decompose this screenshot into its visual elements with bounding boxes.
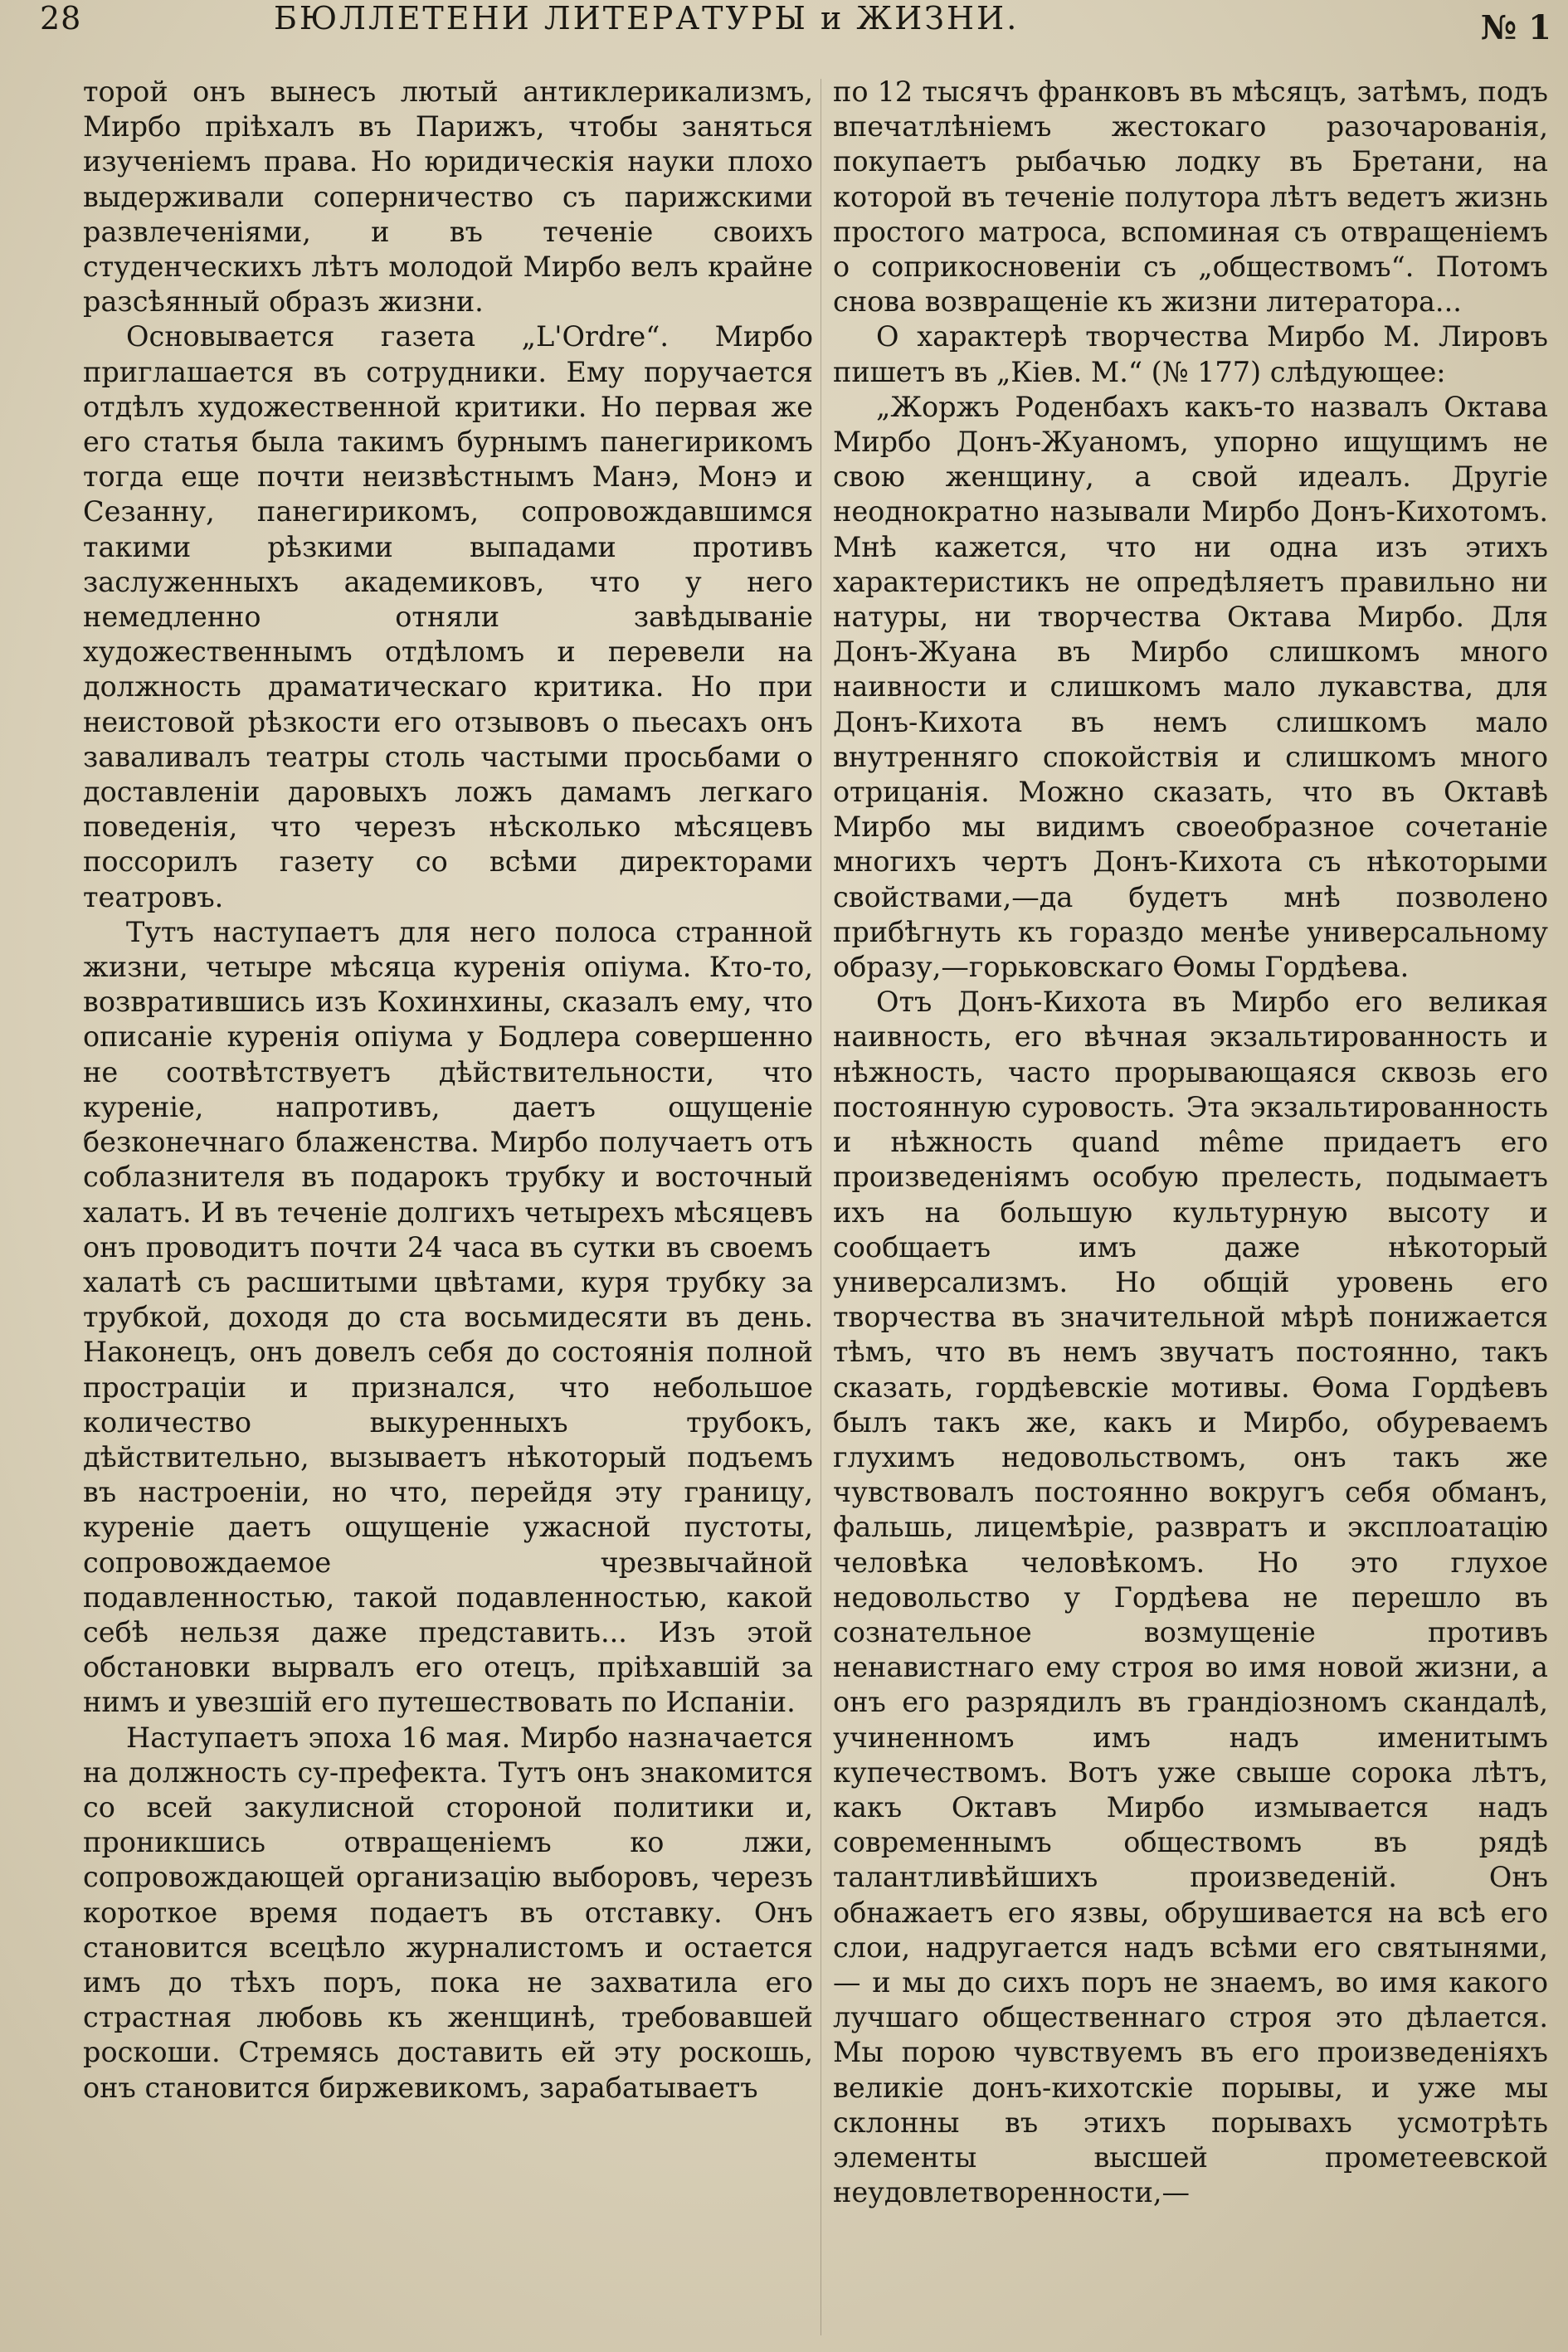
- paragraph: Основывается газета „L'Ordre“. Мирбо приглашается въ сотрудники. Ему поручается отдѣлъ художественной критики. Но первая же его статья была такимъ бурнымъ панегирикомъ тогда еще почти неизвѣстнымъ Манэ, Монэ и Сезанну, панегирикомъ, сопровождавшимся такими рѣзкими выпадами противъ заслуженныхъ академиковъ, что у него немедленно отняли завѣдываніе художественнымъ отдѣломъ и перевели на должность драматическаго критика. Но при неистовой рѣзкости его отзывовъ о пьесахъ онъ заваливалъ театры столь частыми просьбами о доставленіи даровыхъ ложъ дамамъ легкаго поведенія, что черезъ нѣсколько мѣсяцевъ поссорилъ газету со всѣми директорами театровъ.: [83, 320, 813, 913]
- paragraph: О характерѣ творчества Мирбо М. Лировъ пишетъ въ „Кiев. М.“ (№ 177) слѣдующее:: [833, 320, 1548, 388]
- paragraph: Наступаетъ эпоха 16 мая. Мирбо назначается на должность су-префекта. Тутъ онъ знакомится со всей закулисной стороной политики и, проникшись отвращеніемъ ко лжи, сопровождающей организацію выборовъ, черезъ короткое время подаетъ въ отставку. Онъ становится всецѣло журналистомъ и остается имъ до тѣхъ поръ, пока не захватила его страстная любовь къ женщинѣ, требовавшей роскоши. Стремясь доставить ей эту роскошь, онъ становится биржевикомъ, зарабатываетъ: [83, 1721, 813, 2104]
- paragraph: по 12 тысячъ франковъ въ мѣсяцъ, затѣмъ, подъ впечатлѣніемъ жестокаго разочарованія, покупаетъ рыбачью лодку въ Бретани, на которой въ теченіе полутора лѣтъ ведетъ жизнь простого матроса, вспоминая съ отвращеніемъ о соприкосновеніи съ „обществомъ“. Потомъ снова возвращеніе къ жизни литератора...: [833, 75, 1548, 319]
- right-column: [833, 75, 1548, 2210]
- left-column: [83, 75, 813, 2106]
- paragraph: торой онъ вынесъ лютый антиклерикализмъ, Мирбо пріѣхалъ въ Парижъ, чтобы заняться изученіемъ права. Но юридическія науки плохо выдерживали соперничество съ парижскими развлеченіями, и въ теченіе своихъ студенческихъ лѣтъ молодой Мирбо велъ крайне разсѣянный образъ жизни.: [83, 75, 813, 319]
- running-title: БЮЛЛЕТЕНИ ЛИТЕРАТУРЫ и ЖИЗНИ.: [274, 0, 1020, 37]
- issue-number: № 1: [1480, 8, 1551, 47]
- quote-paragraph: „Жоржъ Роденбахъ какъ-то назвалъ Октава Мирбо Донъ-Жуаномъ, упорно ищущимъ не свою женщину, а свой идеалъ. Другіе неоднократно называли Мирбо Донъ-Кихотомъ. Мнѣ кажется, что ни одна изъ этихъ характеристикъ не опредѣляетъ правильно ни натуры, ни творчества Октава Мирбо. Для Донъ-Жуана въ Мирбо слишкомъ много наивности и слишкомъ мало лукавства, для Донъ-Кихота въ немъ слишкомъ мало внутренняго спокойствія и слишкомъ много отрицанія. Можно сказать, что въ Октавѣ Мирбо мы видимъ своеобразное сочетаніе многихъ чертъ Донъ-Кихота съ нѣкоторыми свойствами,—да будетъ мнѣ позволено прибѣгнуть къ гораздо менѣе универсальному образу,—горьковскаго Ѳомы Гордѣева.: [833, 390, 1548, 984]
- page-number: 28: [40, 0, 82, 37]
- paragraph: Тутъ наступаетъ для него полоса странной жизни, четыре мѣсяца куренія опіума. Кто-то, возвратившись изъ Кохинхины, сказалъ ему, что описаніе куренія опіума у Бодлера совершенно не соотвѣтствуетъ дѣйствительности, что куреніе, напротивъ, даетъ ощущеніе безконечнаго блаженства. Мирбо получаетъ отъ соблазнителя въ подарокъ трубку и восточный халатъ. И въ теченіе долгихъ четырехъ мѣсяцевъ онъ проводитъ почти 24 часа въ сутки въ своемъ халатѣ съ расшитыми цвѣтами, куря трубку за трубкой, доходя до ста восьмидесяти въ день. Наконецъ, онъ довелъ себя до состоянія полной прострацiи и признался, что небольшое количество выкуренныхъ трубокъ, дѣйствительно, вызываетъ нѣкоторый подъемъ въ настроеніи, но что, перейдя эту границу, куреніе даетъ ощущеніе ужасной пустоты, сопровождаемое чрезвычайной подавленностью, такой подавленностью, какой себѣ нельзя даже представить... Изъ этой обстановки вырвалъ его отецъ, пріѣхавшій за нимъ и увезшій его путешествовать по Испаніи.: [83, 915, 813, 1719]
- paragraph: Отъ Донъ-Кихота въ Мирбо его великая наивность, его вѣчная экзальтированность и нѣжность, часто прорывающаяся сквозь его постоянную суровость. Эта экзальтированность и нѣжность quand même придаетъ его произведеніямъ особую прелесть, подымаетъ ихъ на большую культурную высоту и сообщаетъ имъ даже нѣкоторый универсализмъ. Но общій уровень его творчества въ значительной мѣрѣ понижается тѣмъ, что въ немъ звучатъ постоянно, такъ сказать, гордѣевскіе мотивы. Ѳома Гордѣевъ былъ такъ же, какъ и Мирбо, обуреваемъ глухимъ недовольствомъ, онъ такъ же чувствовалъ постоянно вокругъ себя обманъ, фальшь, лицемѣріе, развратъ и эксплоатацію человѣка человѣкомъ. Но это глухое недовольство у Гордѣева не перешло въ сознательное возмущеніе противъ ненавистнаго ему строя во имя новой жизни, а онъ его разрядилъ въ грандіозномъ скандалѣ, учиненномъ имъ надъ именитымъ купечествомъ. Вотъ уже свыше сорока лѣтъ, какъ Октавъ Мирбо измывается надъ современнымъ обществомъ въ рядѣ талантливѣйшихъ произведеній. Онъ обнажаетъ его язвы, обрушивается на всѣ его слои, надругается надъ всѣми его святынями, — и мы до сихъ поръ не знаемъ, во имя какого лучшаго общественнаго строя это дѣлается. Мы порою чувствуемъ въ его произведеніяхъ великіе донъ-кихотскіе порывы, и уже мы склонны въ этихъ порывахъ усмотрѣть элементы высшей прометеевской неудовлетворенности,—: [833, 986, 1548, 2209]
